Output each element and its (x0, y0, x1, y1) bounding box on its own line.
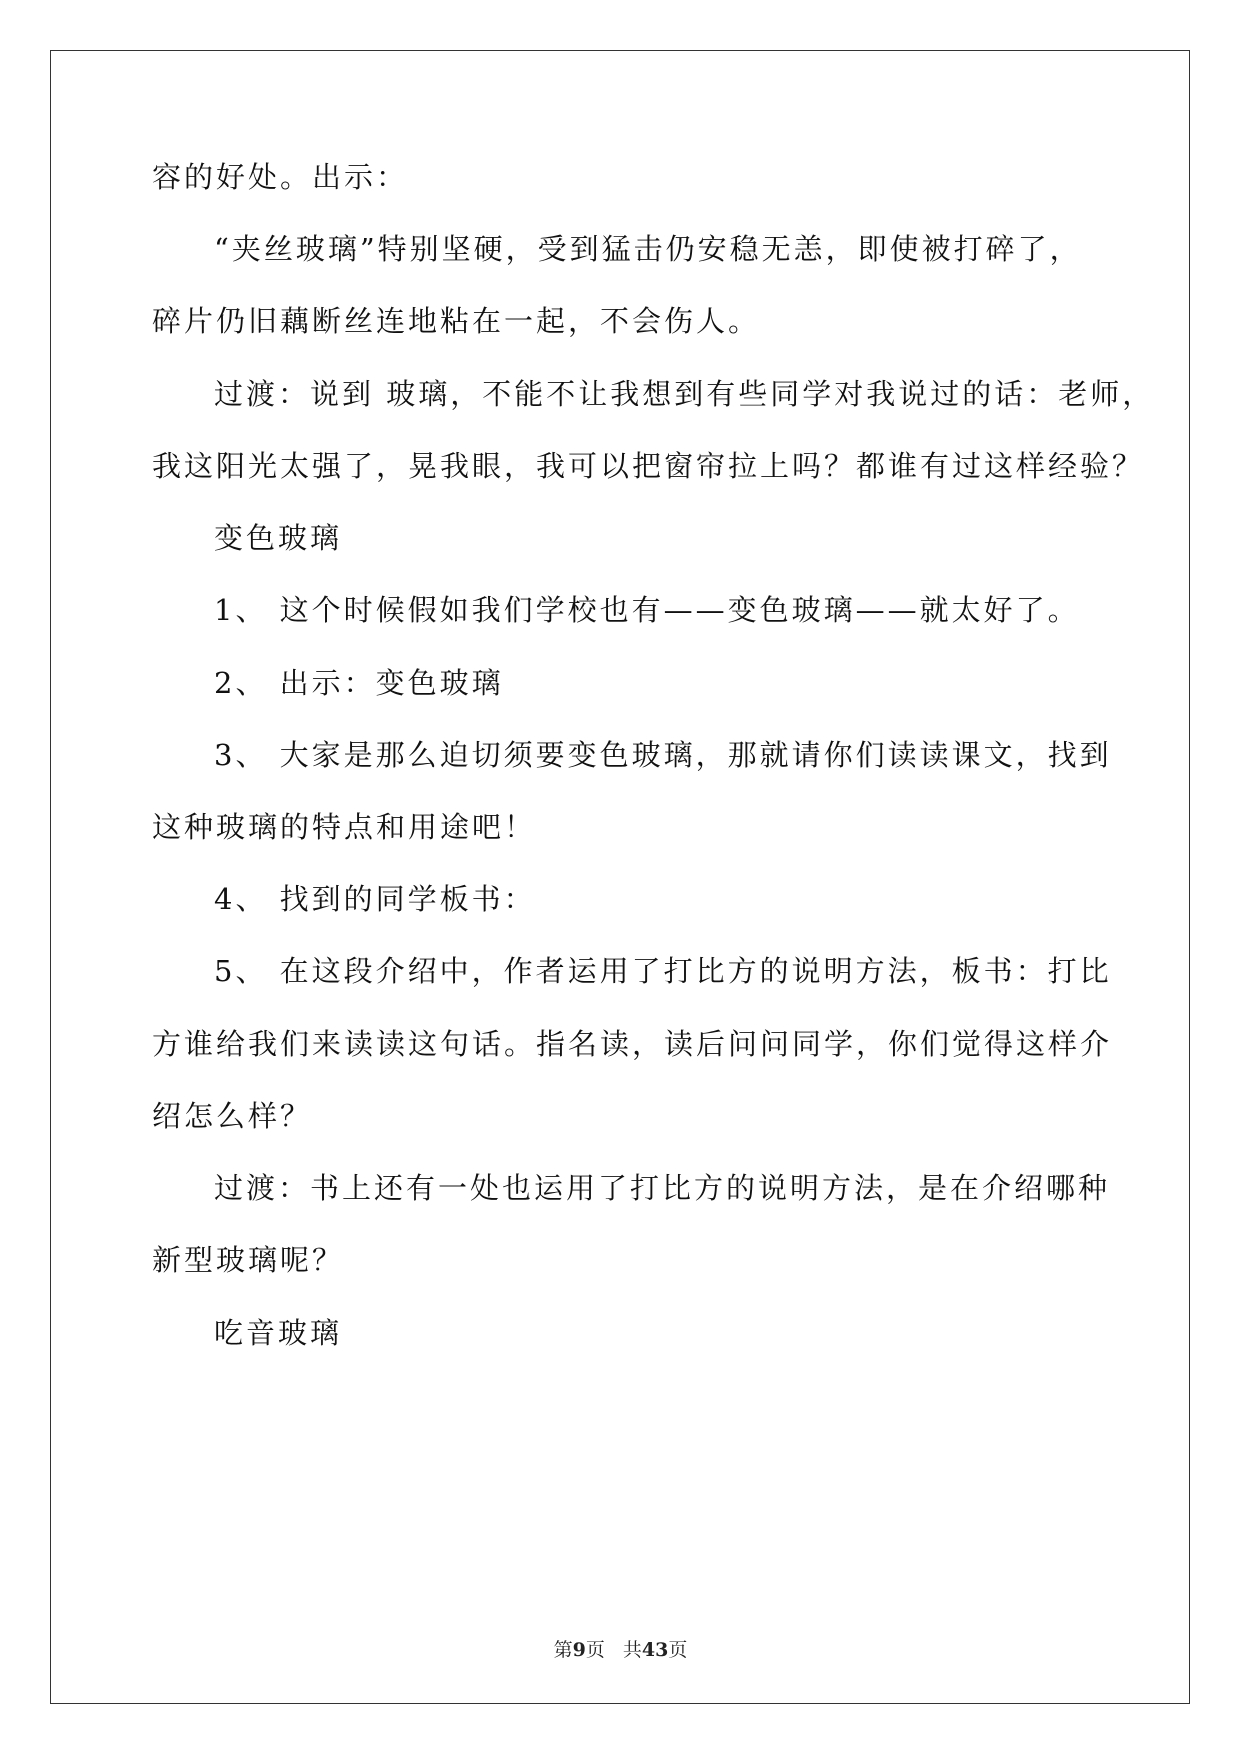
list-item-1: 1、 这个时候假如我们学校也有——变色玻璃——就太好了。 (214, 593, 1080, 627)
text-line-4: 过渡：说到 玻璃，不能不让我想到有些同学对我说过的话：老师， (214, 377, 1155, 411)
footer-total-prefix: 共 (622, 1639, 642, 1661)
transition-paragraph: 过渡：书上还有一处也运用了打比方的说明方法，是在介绍哪种 (214, 1171, 1111, 1205)
list-item-5-cont-1: 方谁给我们来读读这句话。指名读，读后问问同学，你们觉得这样介 (152, 1027, 1113, 1061)
list-item-3-cont: 这种玻璃的特点和用途吧！ (152, 810, 537, 844)
list-item-4: 4、 找到的同学板书： (214, 882, 536, 916)
footer-prefix: 第 (553, 1639, 573, 1661)
section-heading-sound-glass: 吃音玻璃 (214, 1316, 343, 1350)
list-item-2: 2、 出示：变色玻璃 (214, 666, 504, 700)
section-heading-photochromic-glass: 变色玻璃 (214, 521, 343, 555)
list-item-5-cont-2: 绍怎么样？ (152, 1099, 313, 1133)
text-line-2: “夹丝玻璃”特别坚硬，受到猛击仍安稳无恙，即使被打碎了， (214, 232, 1082, 266)
list-item-3: 3、 大家是那么迫切须要变色玻璃，那就请你们读读课文，找到 (214, 738, 1112, 772)
text-line-5: 我这阳光太强了，晃我眼，我可以把窗帘拉上吗？都谁有过这样经验？ (152, 449, 1145, 483)
text-line-3: 碎片仍旧藕断丝连地粘在一起，不会伤人。 (152, 304, 761, 338)
page-footer (0, 1638, 1241, 1662)
list-item-5: 5、 在这段介绍中，作者运用了打比方的说明方法，板书：打比 (214, 954, 1112, 988)
footer-page-suffix: 页 (585, 1639, 605, 1661)
text-line-1: 容的好处。出示： (152, 160, 409, 194)
transition-paragraph-cont: 新型玻璃呢？ (152, 1243, 345, 1277)
footer-total-suffix: 页 (668, 1639, 688, 1661)
footer-total-pages: 43 (641, 1639, 669, 1661)
footer-page-number: 9 (572, 1639, 586, 1661)
